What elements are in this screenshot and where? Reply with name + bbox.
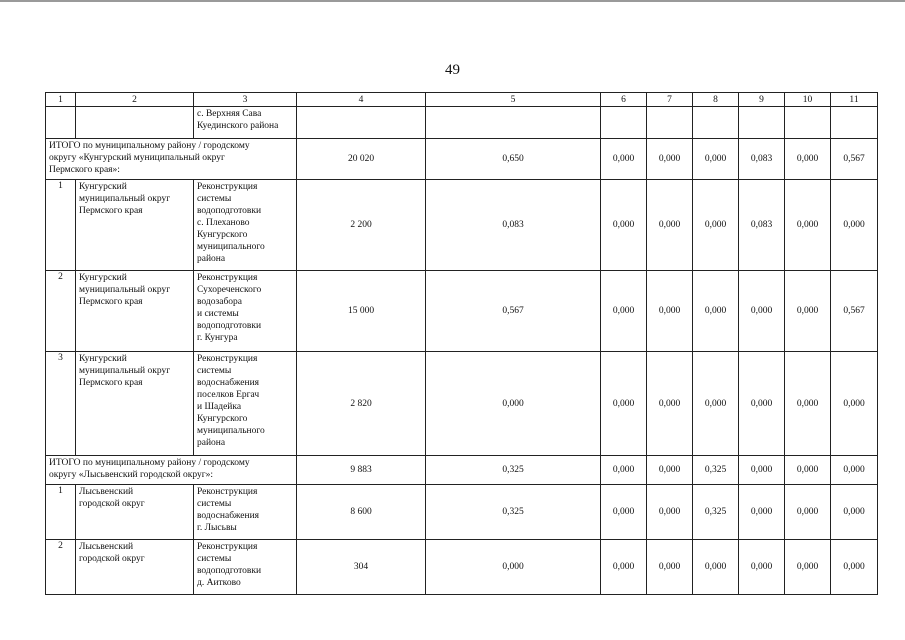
table-row-continuation	[46, 107, 878, 139]
value-cell: 0,000	[647, 456, 693, 485]
object-cell: Реконструкция системы водоподготовки д. Аитково	[194, 540, 297, 595]
value-cell: 0,000	[647, 180, 693, 271]
table-cell	[46, 107, 76, 139]
value-cell: 0,000	[647, 485, 693, 540]
header-cell: 5	[426, 93, 601, 107]
value-cell: 0,000	[831, 456, 878, 485]
municipality-cell: Лысьвенский городской округ	[76, 540, 194, 595]
municipality-cell: Кунгурский муниципальный округ Пермского края	[76, 352, 194, 456]
table-cell	[647, 107, 693, 139]
value-cell: 2 820	[297, 352, 426, 456]
row-number: 3	[46, 352, 76, 456]
value-cell: 0,325	[693, 456, 739, 485]
value-cell: 0,000	[601, 456, 647, 485]
object-cell: Реконструкция системы водоснабжения г. Лысьвы	[194, 485, 297, 540]
value-cell: 0,000	[831, 180, 878, 271]
value-cell: 0,000	[693, 271, 739, 352]
table-row-total	[46, 456, 878, 485]
value-cell: 0,000	[647, 540, 693, 595]
value-cell: 0,000	[601, 271, 647, 352]
value-cell: 0,000	[601, 139, 647, 180]
value-cell: 9 883	[297, 456, 426, 485]
row-number: 2	[46, 271, 76, 352]
table-row	[46, 485, 878, 540]
municipality-cell: Кунгурский муниципальный округ Пермского края	[76, 180, 194, 271]
value-cell: 0,567	[831, 139, 878, 180]
value-cell: 0,000	[739, 540, 785, 595]
value-cell: 2 200	[297, 180, 426, 271]
value-cell: 0,000	[693, 180, 739, 271]
value-cell: 0,000	[785, 540, 831, 595]
value-cell: 0,325	[426, 456, 601, 485]
table-cell	[831, 107, 878, 139]
value-cell: 304	[297, 540, 426, 595]
table-cell	[693, 107, 739, 139]
value-cell: 0,083	[739, 180, 785, 271]
row-number: 2	[46, 540, 76, 595]
value-cell: 0,000	[785, 180, 831, 271]
value-cell: 0,000	[693, 139, 739, 180]
value-cell: 0,000	[785, 456, 831, 485]
table-header-row	[46, 93, 878, 107]
table-cell	[426, 107, 601, 139]
value-cell: 0,000	[785, 139, 831, 180]
table-cell	[739, 107, 785, 139]
value-cell: 0,083	[739, 139, 785, 180]
table-row	[46, 352, 878, 456]
header-cell: 8	[693, 93, 739, 107]
value-cell: 0,650	[426, 139, 601, 180]
value-cell: 0,000	[647, 352, 693, 456]
table-cell	[76, 107, 194, 139]
value-cell: 0,000	[647, 139, 693, 180]
municipality-cell: Кунгурский муниципальный округ Пермского края	[76, 271, 194, 352]
row-number: 1	[46, 180, 76, 271]
header-cell: 1	[46, 93, 76, 107]
value-cell: 20 020	[297, 139, 426, 180]
header-cell: 9	[739, 93, 785, 107]
data-table	[45, 92, 878, 595]
value-cell: 0,000	[785, 485, 831, 540]
header-cell: 11	[831, 93, 878, 107]
value-cell: 0,000	[693, 540, 739, 595]
page-number: 49	[445, 62, 460, 78]
value-cell: 0,000	[601, 540, 647, 595]
table-row	[46, 180, 878, 271]
table-cell	[785, 107, 831, 139]
value-cell: 0,000	[831, 485, 878, 540]
object-cell: Реконструкция системы водоподготовки с. Плеханово Кунгурского муниципального района	[194, 180, 297, 271]
value-cell: 15 000	[297, 271, 426, 352]
object-cell: Реконструкция системы водоснабжения поселков Ергач и Шадейка Кунгурского муниципального района	[194, 352, 297, 456]
value-cell: 0,000	[739, 352, 785, 456]
value-cell: 8 600	[297, 485, 426, 540]
top-border-line	[0, 0, 905, 2]
value-cell: 0,000	[601, 180, 647, 271]
header-cell: 6	[601, 93, 647, 107]
value-cell: 0,000	[426, 352, 601, 456]
object-cell: Реконструкция Сухореченского водозабора и системы водоподготовки г. Кунгура	[194, 271, 297, 352]
header-cell: 2	[76, 93, 194, 107]
value-cell: 0,000	[647, 271, 693, 352]
header-cell: 7	[647, 93, 693, 107]
header-cell: 10	[785, 93, 831, 107]
value-cell: 0,567	[831, 271, 878, 352]
table-cell	[601, 107, 647, 139]
header-cell: 4	[297, 93, 426, 107]
table-row-total	[46, 139, 878, 180]
table-row	[46, 271, 878, 352]
total-label: ИТОГО по муниципальному району / городскому округу «Кунгурский муниципальный округ Пермского края»:	[46, 139, 297, 180]
value-cell: 0,000	[601, 352, 647, 456]
value-cell: 0,325	[693, 485, 739, 540]
value-cell: 0,000	[739, 485, 785, 540]
value-cell: 0,000	[739, 456, 785, 485]
value-cell: 0,000	[601, 485, 647, 540]
row-number: 1	[46, 485, 76, 540]
table-cell	[297, 107, 426, 139]
value-cell: 0,000	[831, 540, 878, 595]
total-label: ИТОГО по муниципальному району / городскому округу «Лысьвенский городской округ»:	[46, 456, 297, 485]
value-cell: 0,000	[426, 540, 601, 595]
value-cell: 0,000	[693, 352, 739, 456]
municipality-cell: Лысьвенский городской округ	[76, 485, 194, 540]
table-row	[46, 540, 878, 595]
header-cell: 3	[194, 93, 297, 107]
value-cell: 0,000	[785, 271, 831, 352]
value-cell: 0,000	[785, 352, 831, 456]
value-cell: 0,083	[426, 180, 601, 271]
object-cell: с. Верхняя Сава Куединского района	[194, 107, 297, 139]
value-cell: 0,000	[739, 271, 785, 352]
value-cell: 0,000	[831, 352, 878, 456]
value-cell: 0,567	[426, 271, 601, 352]
value-cell: 0,325	[426, 485, 601, 540]
